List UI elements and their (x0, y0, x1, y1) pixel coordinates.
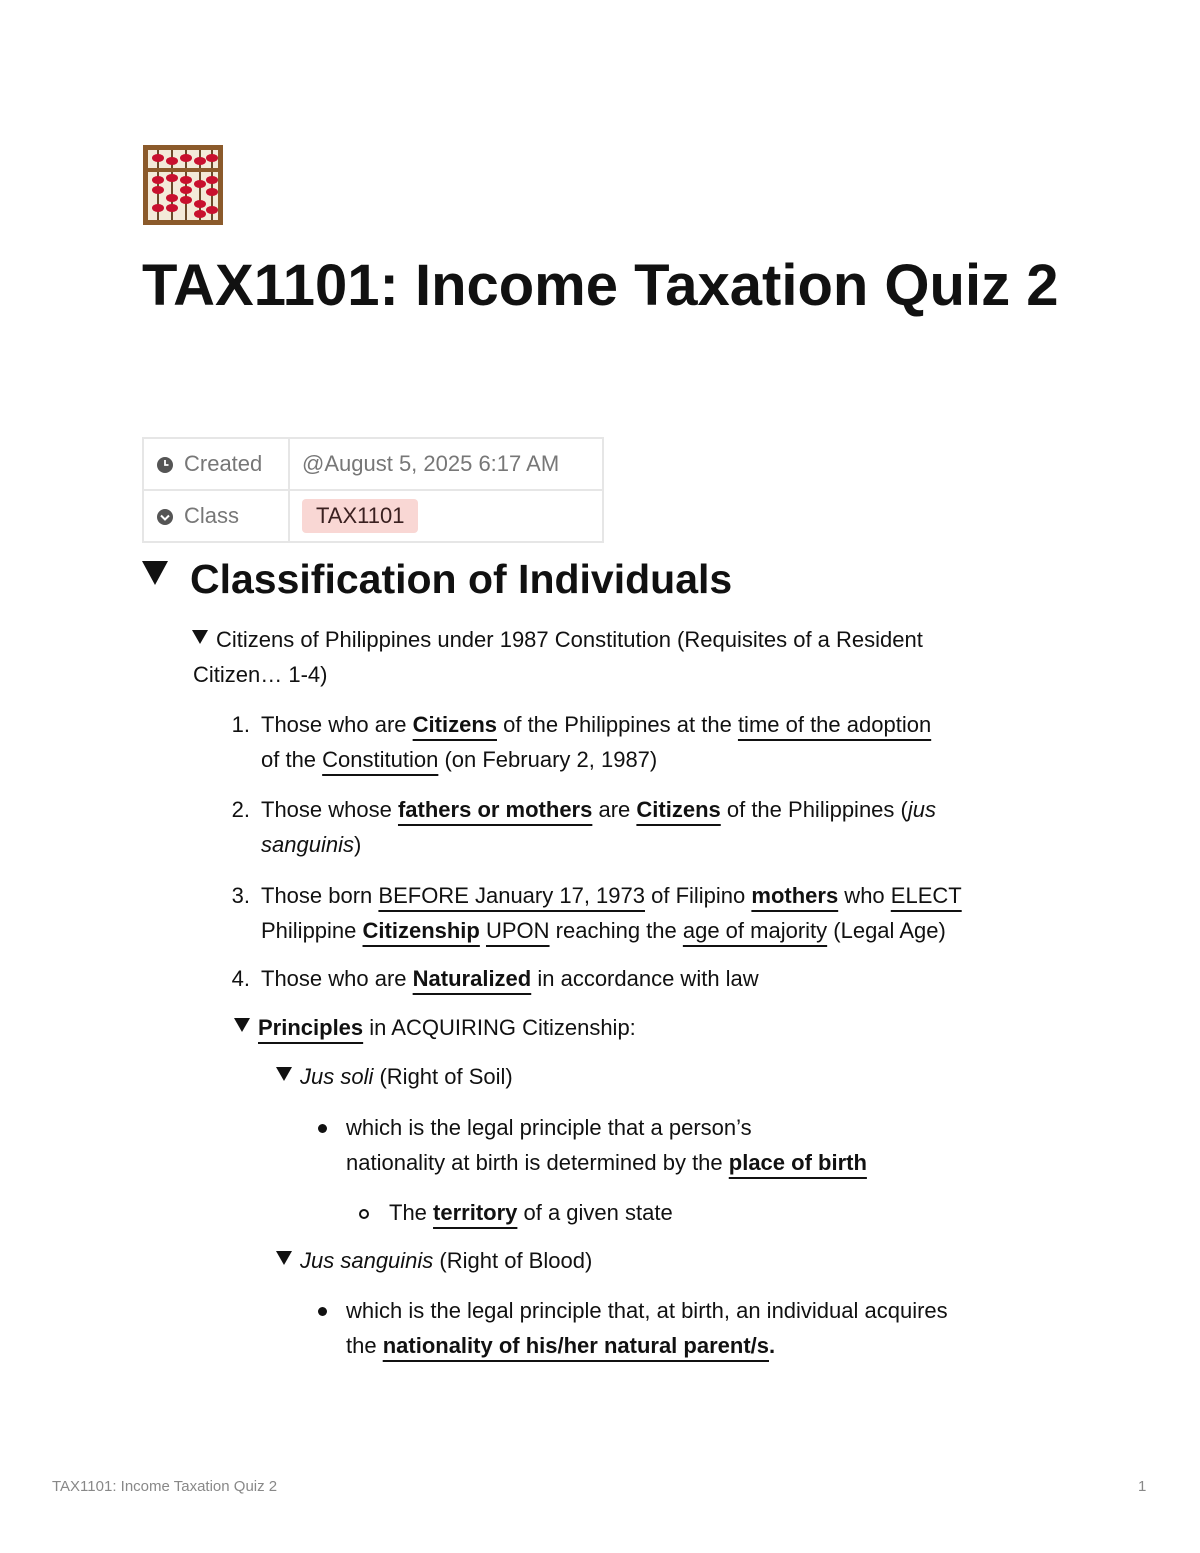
jus-sanguinis-bullet-cont: the nationality of his/her natural parent/s. (346, 1333, 776, 1358)
abacus-icon (142, 144, 224, 226)
list-number: 1. (231, 712, 250, 737)
jus-sanguinis-toggle[interactable]: Jus sanguinis (Right of Blood) (276, 1243, 592, 1278)
toggle-triangle-icon[interactable] (276, 1251, 292, 1265)
property-row (143, 438, 603, 490)
list-item-1: Those who are Citizens of the Philippines at the time of the adoption (261, 712, 932, 737)
class-chip[interactable]: TAX1101 (302, 499, 418, 533)
citizens-toggle-line2: Citizen… 1-4) (193, 662, 328, 687)
list-item-2: Those whose fathers or mothers are Citizens of the Philippines (jus (261, 797, 936, 822)
list-number: 2. (231, 797, 250, 822)
page-title: TAX1101: Income Taxation Quiz 2 (142, 253, 1059, 318)
toggle-triangle-icon[interactable] (192, 630, 208, 644)
list-item-2-cont: sanguinis) (261, 832, 362, 857)
citizens-toggle[interactable]: Citizens of Philippines under 1987 Constitution (Requisites of a Resident (192, 622, 923, 657)
select-icon (156, 506, 174, 524)
list-item-1-cont: of the Constitution (on February 2, 1987) (261, 747, 658, 772)
principles-toggle[interactable]: Principles in ACQUIRING Citizenship: (234, 1010, 636, 1045)
list-number: 3. (231, 883, 250, 908)
jus-sanguinis-bullet: which is the legal principle that, at birth, an individual acquires (346, 1298, 948, 1323)
property-label: Created (143, 438, 289, 490)
toggle-triangle-icon[interactable] (142, 561, 168, 585)
section-heading-toggle[interactable]: Classification of Individuals (142, 552, 732, 606)
created-value[interactable]: @August 5, 2025 6:17 AM (289, 438, 603, 490)
properties-table (142, 437, 604, 543)
clock-icon (156, 454, 174, 472)
footer-title: TAX1101: Income Taxation Quiz 2 (52, 1478, 278, 1495)
list-item-3-cont: Philippine Citizenship UPON reaching the age of majority (Legal Age) (261, 918, 946, 943)
jus-soli-bullet: which is the legal principle that a person’s (346, 1115, 752, 1140)
circle-bullet-icon (359, 1209, 369, 1219)
list-number: 4. (231, 966, 250, 991)
bullet-icon (318, 1307, 327, 1316)
jus-soli-bullet-cont: nationality at birth is determined by the place of birth (346, 1150, 867, 1175)
property-label: Class (143, 490, 289, 542)
list-item-3: Those born BEFORE January 17, 1973 of Filipino mothers who ELECT (261, 883, 962, 908)
footer-page-number: 1 (1138, 1478, 1147, 1495)
jus-soli-sub-bullet: The territory of a given state (389, 1200, 673, 1225)
toggle-triangle-icon[interactable] (276, 1067, 292, 1081)
bullet-icon (318, 1124, 327, 1133)
list-item-4: Those who are Naturalized in accordance with law (261, 966, 759, 991)
jus-soli-toggle[interactable]: Jus soli (Right of Soil) (276, 1059, 513, 1094)
property-row (143, 490, 603, 542)
class-value[interactable] (289, 490, 603, 542)
toggle-triangle-icon[interactable] (234, 1018, 250, 1032)
